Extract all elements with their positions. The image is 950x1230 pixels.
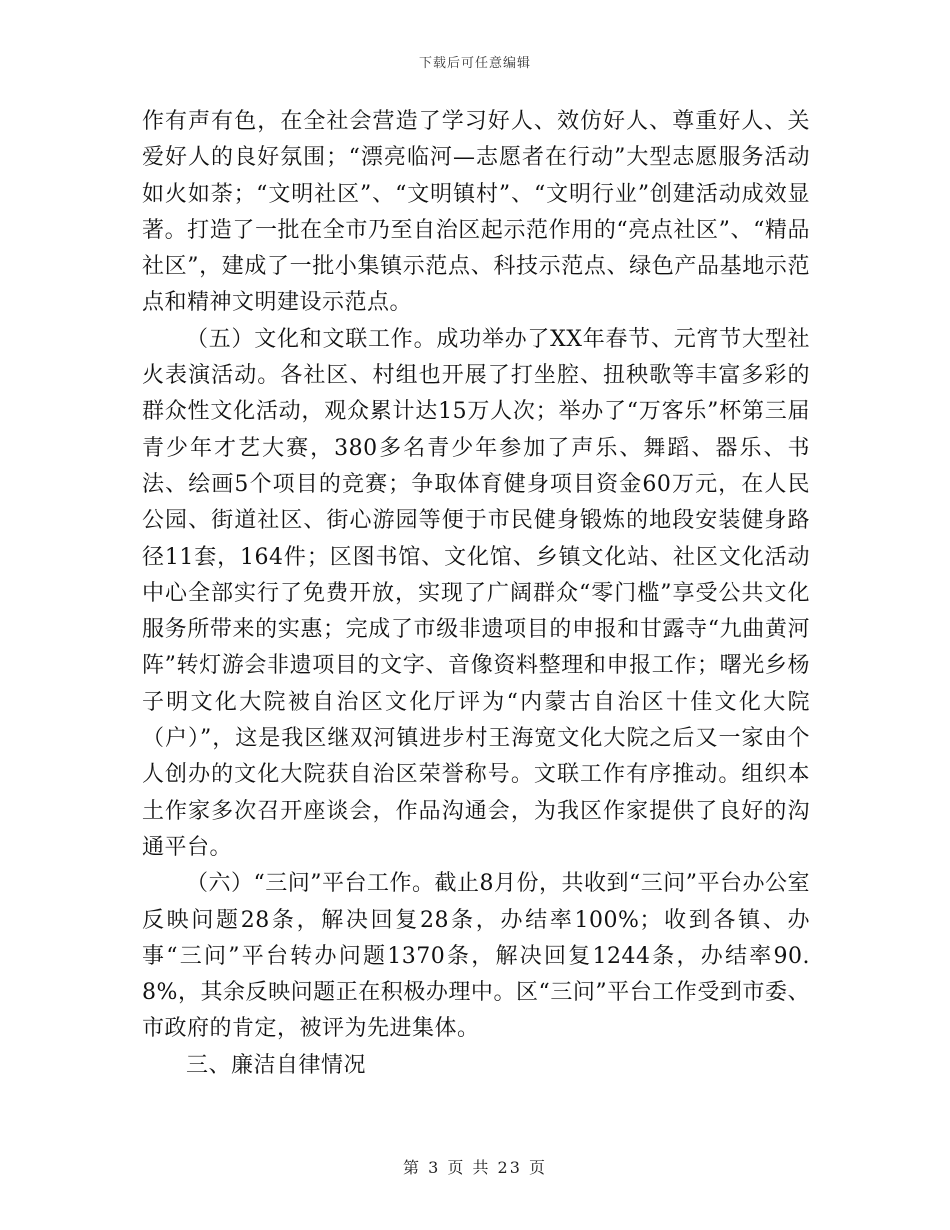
section-heading-integrity: 三、廉洁自律情况 [186,1052,367,1078]
paragraph-culture-federation: （五）文化和文联工作。成功举办了XX年春节、元宵节大型社火表演活动。各社区、村组也开展了打坐腔、扭秧歌等丰富多彩的群众性文化活动，观众累计达15万人次；举办了“万客乐”杯第三届青少年才艺大赛，380多名青少年参加了声乐、舞蹈、器乐、书法、绘画5个项目的竞赛；争取体育健身项目资金60万元，在人民公园、街道社区、街心游园等便于市民健身锻炼的地段安装健身路径11套，164件；区图书馆、文化馆、乡镇文化站、社区文化活动中心全部实行了免费开放，实现了广阔群众“零门槛”享受公共文化服务所带来的实惠；完成了市级非遗项目的申报和甘露寺“九曲黄河阵”转灯游会非遗项目的文字、音像资料整理和申报工作；曙光乡杨子明文化大院被自治区文化厅评为“内蒙古自治区十佳文化大院（户）”，这是我区继双河镇进步村王海宽文化大院之后又一家由个人创办的文化大院获自治区荣誉称号。文联工作有序推动。组织本土作家多次召开座谈会，作品沟通会，为我区作家提供了良好的沟通平台。 [142,326,810,860]
page-number-footer: 第 3 页 共 23 页 [403,1158,547,1177]
page-header: 下载后可任意编辑 [418,56,531,71]
paragraph-civilization-continued: 作有声有色，在全社会营造了学习好人、效仿好人、尊重好人、关爱好人的良好氛围；“漂亮临河—志愿者在行动”大型志愿服务活动如火如荼；“文明社区”、“文明镇村”、“文明行业”创建活动成效显著。打造了一批在全市乃至自治区起示范作用的“亮点社区”、“精品社区”，建成了一批小集镇示范点、科技示范点、绿色产品基地示范点和精神文明建设示范点。 [142,109,810,316]
paragraph-three-questions-platform: （六）“三问”平台工作。截止8月份，共收到“三问”平台办公室反映问题28条，解决回复28条，办结率100%；收到各镇、办事“三问”平台转办问题1370条，解决回复1244条，办结率90.8%，其余反映问题正在积极办理中。区“三问”平台工作受到市委、市政府的肯定，被评为先进集体。 [142,871,810,1042]
document-body [142,104,810,1084]
